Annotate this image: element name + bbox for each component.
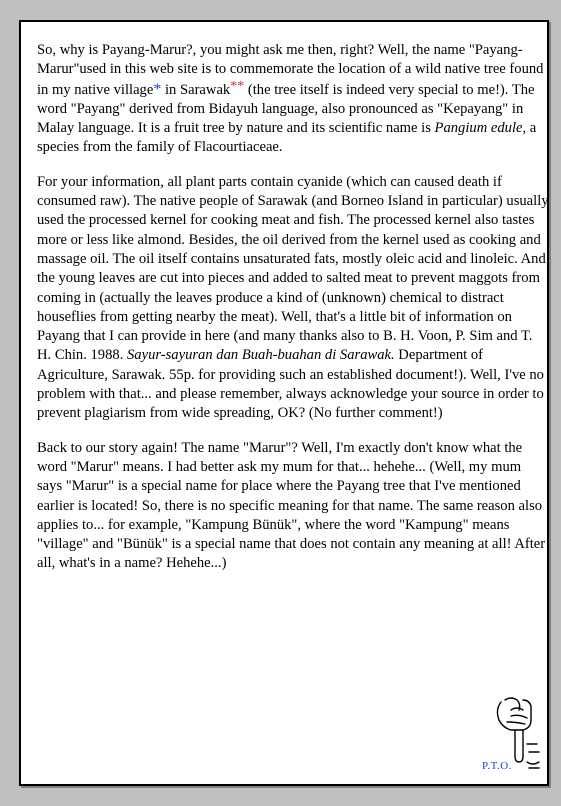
pto-link[interactable]: P.T.O. xyxy=(482,760,512,772)
text: So, why is Payang-Marur?, you might ask me then, right? Well, the name "Payang-Marur"used in this web site is to commemorate the location of a wild native tree found in my native village xyxy=(37,42,544,98)
text: Back to our story again! The name "Marur"? Well, I'm exactly don't know what the word "Marur" means. I had better ask my mum for that... hehehe... (Well, my mum says "Marur" is a special name for place where the Payang tree that I've mentioned earlier is located! So, there is no specific meaning for that name. The same reason also applies to... for example, "Kampung Bünük", where the word "Kampung" means "village" and "Bünük" is a special name that does not contain any meaning at all! After all, what's in a name? Hehehe...) xyxy=(37,439,546,572)
text: Department of Agriculture, Sarawak. 55p. for providing such an established document!). Well, I've no problem with that... and please remember, always acknowledge your source in order to prevent plagiarism from wide spreading, OK? (No further comment!) xyxy=(37,347,544,422)
book-title: Sayur-sayuran dan Buah-buahan di Sarawak. xyxy=(127,347,395,364)
footnote-link-village[interactable]: * xyxy=(153,80,162,98)
footnote-link-tree[interactable]: ** xyxy=(230,78,245,94)
document-page xyxy=(19,20,549,786)
text: (the tree itself is indeed very special to me!). The word "Payang" derived from Bidayuh language, also pronounced as "Kepayang" in Malay language. It is a fruit tree by nature and its scientific name is xyxy=(37,81,535,137)
paragraph-marur xyxy=(37,439,549,574)
text: For your information, all plant parts contain cyanide (which can caused death if consumed raw). The native people of Sarawak (and Borneo Island in particular) usually used the processed kernel for cooking meat and fish. The processed kernel also tastes more or less like almond. Besides, the oil derived from the kernel used as cooking and massage oil. The oil itself contains unsaturated fats, mostly oleic acid and linoleic. And the young leaves are cut into pieces and added to salted meat to prevent maggots from coming in (actually the leaves produce a kind of (unknown) chemical to distract houseflies from getting nearby the meat). Well, that's a little bit of information on Payang that I can provide in here (and many thanks also to B. H. Voon, P. Sim and T. H. Chin. 1988. xyxy=(37,173,549,364)
scientific-name: Pangium edule xyxy=(434,120,523,137)
paragraph-uses xyxy=(37,173,549,424)
paragraph-origin xyxy=(37,41,549,158)
document-body xyxy=(37,41,549,589)
text: in Sarawak xyxy=(161,81,231,98)
text: , a species from the family of Flacourtiaceae. xyxy=(37,120,537,156)
